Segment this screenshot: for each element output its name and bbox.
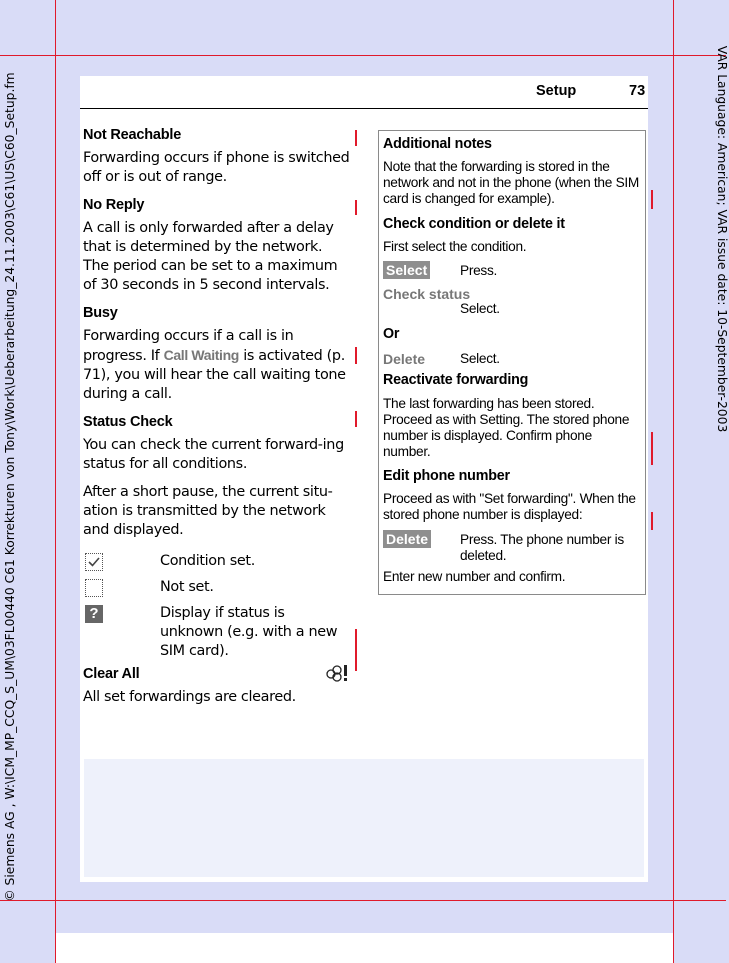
revision-bar: [355, 130, 357, 146]
delete-softkey[interactable]: Delete: [383, 530, 431, 548]
additional-notes-heading: Additional notes: [383, 136, 492, 152]
delete-menu-item[interactable]: Delete: [383, 351, 426, 367]
revision-bar: [355, 200, 357, 215]
section-title: Setup: [536, 83, 577, 99]
select-row: [383, 260, 641, 286]
page-number: 73: [629, 83, 646, 99]
additional-notes-box: [378, 130, 646, 595]
check-condition-heading: Check condition or delete it: [383, 216, 565, 232]
busy-text-b: is activated (p. 71), you will hear the call waiting tone during a call.: [83, 348, 346, 402]
busy-text: [83, 327, 351, 404]
frame-line-right: [673, 0, 674, 963]
edit-number-heading: Edit phone number: [383, 468, 510, 484]
clear-all-section: [83, 665, 351, 707]
page-footer-area: [84, 759, 644, 877]
edit-number-text: Proceed as with "Set forwarding". When the stored phone number is displayed:: [383, 491, 636, 522]
next-page-edge: [56, 933, 673, 963]
check-condition-text: First select the condition.: [383, 239, 527, 254]
no-reply-heading: No Reply: [83, 197, 145, 213]
left-column: [83, 126, 351, 716]
top-cropped-text: [0, 0, 726, 5]
clear-all-heading: Clear All: [83, 666, 140, 682]
status-check-text-2: After a short pause, the current situ-ation is transmitted by the network and displayed.: [83, 484, 333, 538]
status-check-text-1: You can check the current forward-ing status for all conditions.: [83, 437, 344, 472]
edit-number-final: Enter new number and confirm.: [383, 569, 566, 584]
revision-bar: [355, 629, 357, 671]
reactivate-text: The last forwarding has been stored. Proceed as with Setting. The stored phone number is displayed. Confirm phone number.: [383, 396, 630, 459]
network-service-icon: [325, 663, 349, 687]
delete-number-row: [383, 529, 641, 569]
status-row-not-set: [83, 575, 351, 599]
frame-line-top: [0, 55, 726, 56]
file-path-side-text: © Siemens AG , W:\ICM_MP_CCQ_S_UM\03FL00440 C61 Korrekturen von Tony\Work\Ueberarbeitung_24.11.2003\C61\US\C60_Setup.fm: [3, 72, 17, 902]
delete-desc: Select.: [460, 351, 500, 366]
delete-number-desc: Press. The phone number is deleted.: [460, 532, 624, 563]
frame-line-left: [55, 0, 56, 963]
not-reachable-text: Forwarding occurs if phone is switched off or is out of range.: [83, 150, 350, 185]
status-row-set: [83, 549, 351, 573]
status-label-unknown: Display if status is unknown (e.g. with a new SIM card).: [160, 605, 338, 659]
var-language-side-text: VAR Language: American; VAR issue date: 10-September-2003: [715, 45, 729, 433]
revision-bar: [651, 432, 653, 465]
call-waiting-keyword: Call Waiting: [163, 347, 240, 363]
check-status-menu-item[interactable]: Check status: [383, 286, 471, 302]
status-row-unknown: [83, 601, 351, 663]
notes-content: [383, 135, 641, 585]
clear-all-text: All set forwardings are cleared.: [83, 689, 296, 705]
checked-box-icon: [85, 553, 103, 571]
question-mark-icon: ?: [85, 605, 103, 623]
not-reachable-heading: Not Reachable: [83, 127, 182, 143]
delete-row: [383, 348, 641, 374]
select-desc: Press.: [460, 263, 497, 278]
additional-notes-text: Note that the forwarding is stored in the network and not in the phone (when the SIM card is changed for example).: [383, 159, 639, 206]
empty-box-icon: [85, 579, 103, 597]
revision-bar: [355, 411, 357, 427]
frame-line-bottom: [0, 900, 726, 901]
status-label-not-set: Not set.: [160, 579, 214, 595]
status-label-set: Condition set.: [160, 553, 255, 569]
busy-heading: Busy: [83, 305, 118, 321]
or-label: Or: [383, 326, 400, 342]
busy-text-a: Forwarding occurs if a call is in progress. If: [83, 328, 294, 364]
revision-bar: [651, 190, 653, 209]
check-status-desc: Select.: [460, 301, 500, 316]
select-softkey[interactable]: Select: [383, 261, 430, 279]
status-check-heading: Status Check: [83, 414, 173, 430]
revision-bar: [651, 512, 653, 530]
manual-page: [80, 76, 648, 882]
page-header: [80, 76, 648, 109]
reactivate-heading: Reactivate forwarding: [383, 372, 529, 388]
revision-bar: [355, 347, 357, 364]
no-reply-text: A call is only forwarded after a delay that is determined by the network. The period can be set to a maximum of 30 seconds in 5 second intervals.: [83, 220, 338, 293]
check-status-row: [383, 286, 641, 322]
